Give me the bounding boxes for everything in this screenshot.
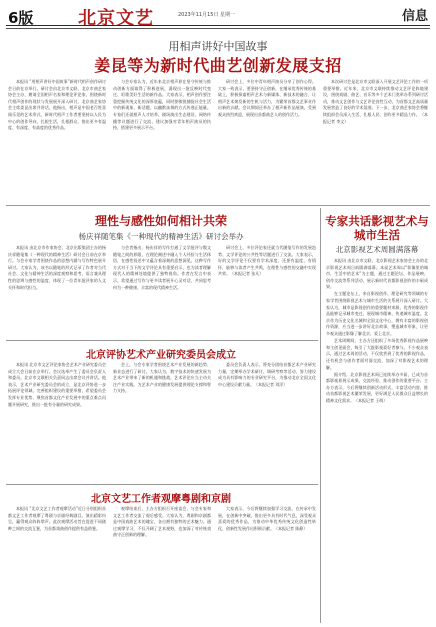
paper-logo: 北京文艺 [78, 8, 154, 29]
article5-col3: 大家表示，今后将继续加强学习交流，在传承中发展，在创新中突破，推出更多具有时代气息、深受观众喜爱的优秀作品，为推动中华优秀传统文化创造性转化、创新性发展作出积极贡献。（本报记者 陈静） [218, 506, 316, 531]
article1-col1: 本报讯 “用相声讲好中国故事”新时代相声创作研讨会日前在京举行。研讨会由北京市文联、北京市曲艺家协会主办，邀请全国相声名家和理论评论家，围绕新时代相声创作的现状与发展展开深入研讨。北京曲艺家协会主席姜昆出席并讲话，他指出，相声是中国老百姓喜闻乐见的艺术形式，新时代相声工作者要坚持以人民为中心的创作导向，扎根生活、扎根群众，推出更多有温度、有深度、有高度的优秀作品。 [8, 79, 106, 131]
article2-col3: 研讨会上，多位评论家还就当代随笔写作的发展趋势、文学评论的公共性等话题进行了交流。大家表示，好的文学评论不仅要有学术深度，还要有温度、有情怀，能够与读者产生共鸣，在理性与感性的交融中实现共荣。（本报记者 张凡） [218, 245, 316, 277]
article2-subtitle: 杨庆祥随笔集《一种现代的精神生活》研讨会举办 [78, 232, 244, 241]
article4-col1: 本报讯 北京市文艺评论家协会艺术产业研究委员会成立大会日前在京举行。会议选举产生了委员会负责人和委员。北京市文联相关负责同志出席会议并讲话。他表示，艺术产业研究委员会的成立，是北京评协进一步拓展评论领域、完善组织建设的重要举措，希望委员会发挥专业优势，聚焦首都文化产业发展中的重点难点问题开展研究，推出一批有分量的研究成果。 [8, 362, 106, 407]
header-rule [6, 25, 430, 26]
article2-col2: 与会者指出，杨庆祥的写作打通了文学批评与散文随笔之间的界限，在理论阐述中融入个人经验与生活体悟，在感性叙述中又蕴含着深刻的思想洞见。这种写作方式对于当下的文学评论具有重要启示，也为读者理解现代人的精神处境提供了独特视角。作者在发言中表示，希望通过写作与更多读者展开心灵对话，共同思考何为一种健康、丰富的现代精神生活。 [113, 245, 211, 290]
divider [6, 484, 318, 485]
article5-col1: 本报讯 “北京文艺工作者观摩活动”近日分别组织首都文艺工作者观摩了粤剧与京剧经典剧目。演出精彩纷呈，赢得观众阵阵掌声。此次观摩活动旨在促进不同剧种之间的交流互鉴，为首都戏曲创作提供有益借鉴。 [8, 506, 106, 531]
page-number: 6版 [8, 9, 34, 27]
column-divider [320, 208, 321, 623]
article1-title: 姜昆等为新时代曲艺创新发展支招 [94, 56, 342, 75]
divider [6, 205, 430, 206]
article3-title: 专家共话影视艺术与城市生活 [325, 214, 429, 242]
header-rule-thin [6, 28, 430, 29]
article3-body: 本报讯 由北京市文联、北京影视艺术家协会主办的北京影视艺术周日前圆满落幕。本届艺术周以“影像里的城市，生活中的艺术”为主题，通过主题论坛、作品展映、创作交流等系列活动，展示新时代首都影视创作的丰硕成果。 在主题论坛上，来自影视创作、理论研究等领域的专家学者围绕影视艺术与城市生活的关系展开深入研讨。大家认为，城市是影视创作的重要题材来源，优秀的影视作品能够记录城市变迁、展现城市精神、传递城市温度。北京作为历史文化名城和全国文化中心，拥有丰富的影视创作资源，应当进一步讲好北京故事，塑造城市形象，让更多观众通过影像了解北京、爱上北京。 艺术周期间，主办方还组织了多场优秀影视作品展映和主创见面会，吸引了大批影视爱好者参与。不少观众表示，通过艺术周的活动，不仅欣赏到了优秀的影视作品，还有机会与创作者面对面交流，加深了对影视艺术的理解。 据介绍，北京影视艺术周已连续举办多届，已成为首都影视界展示成果、交流经验、推动创作的重要平台。主办方表示，今后将继续创新活动形式，丰富活动内容，推动首都影视艺术繁荣发展，更好满足人民群众日益增长的精神文化需求。（本报记者 王萌） [326, 258, 428, 403]
article1-kicker: 用相声讲好中国故事 [168, 40, 268, 53]
section-label: 信息 [401, 9, 428, 24]
article5-title: 北京文艺工作者观摩粤剧和京剧 [91, 494, 231, 505]
article1-col4: 本次研讨会是北京市文联深入开展文艺评论工作的一项重要举措。近年来，北京市文联持续推动文艺评论阵地建设，围绕戏剧、曲艺、音乐等多个艺术门类举办系列研讨活动，推动文艺创作与文艺评论良性互动，为首都文艺高质量发展营造了良好的学术氛围。下一步，北京曲艺家协会将继续组织会员深入生活、扎根人民，创作更多精品力作。（本报记者 李文） [323, 79, 428, 124]
article4-col3: 委员会负责人表示，将充分团结首都艺术产业研究力量，定期举办学术研讨、调研考察等活动，努力建设成为具有影响力的专业研究平台，为推动北京全国文化中心建设贡献力量。（本报记者 刘洋） [218, 362, 316, 387]
divider [6, 340, 318, 341]
article1-col2: 与会专家认为，近年来北京相声界在坚守传统与推动创新方面取得了积极进展，涌现出一批反映时代变迁、讴歌美好生活的新作品。大家表示，相声创作要注重挖掘传统文化的深厚底蕴，同时要敏锐捕捉社会生活中的新现象、新话题，以幽默诙谐的方式传递正能量。专家们还就相声人才培养、剧场演出生态建设、网络传播等议题进行了交流，建议加强对青年相声演员的扶持，搭建更多展示平台。 [113, 79, 211, 131]
date-line: 2023年11月15日 星期一 [178, 12, 236, 18]
article2-col1: 本报讯 由北京市作家协会、北京出版集团主办的杨庆祥随笔集《一种现代的精神生活》研讨会日前在京举行。与会专家学者围绕作品的思想内涵与写作特色展开研讨。大家认为，该书以随笔的形式记录了作者对当代社会、文化与精神生活的深度观察和思考，语言兼具理性的思辨与感性的温度，体现了一位青年批评家的人文关怀和时代担当。 [8, 245, 106, 290]
article3-subtitle: 北京影视艺术周圆满落幕 [335, 245, 419, 254]
article4-title: 北京评协艺术产业研究委员会成立 [86, 350, 236, 361]
article5-col2: 观摩结束后，主办方组织召开座谈会，与会专家和文艺工作者交流了观后感受。大家认为，粤剧和京剧都是中国戏曲艺术的瑰宝，各自拥有独特的艺术魅力。通过观摩学习，不仅开阔了艺术视野，也加深了对传统戏曲守正创新的理解。 [113, 506, 211, 538]
article2-title: 理性与感性如何相计共荣 [94, 214, 227, 228]
article4-col2: 会上，与会专家学者围绕艺术产业发展的新趋势、新业态进行了研讨。大家认为，数字技术的快速发展为艺术产业带来了新的机遇和挑战，艺术评论应当主动关注产业实践，为艺术产业的健康发展提供理论支撑和智力支持。 [113, 362, 211, 394]
masthead [0, 0, 436, 27]
article1-col3: 研讨会上，多位中青年相声演员分享了创作心得。大家一致表示，要坚持守正创新，在继承优秀传统的基础上，积极探索相声艺术与新媒体、新技术的融合，让相声艺术焕发新的生机与活力，为繁荣首都文艺事业作出新的贡献。会议期间还举办了相声新作品展演，受到观众热烈欢迎，展现出首都曲艺人的创作活力。 [218, 79, 316, 117]
